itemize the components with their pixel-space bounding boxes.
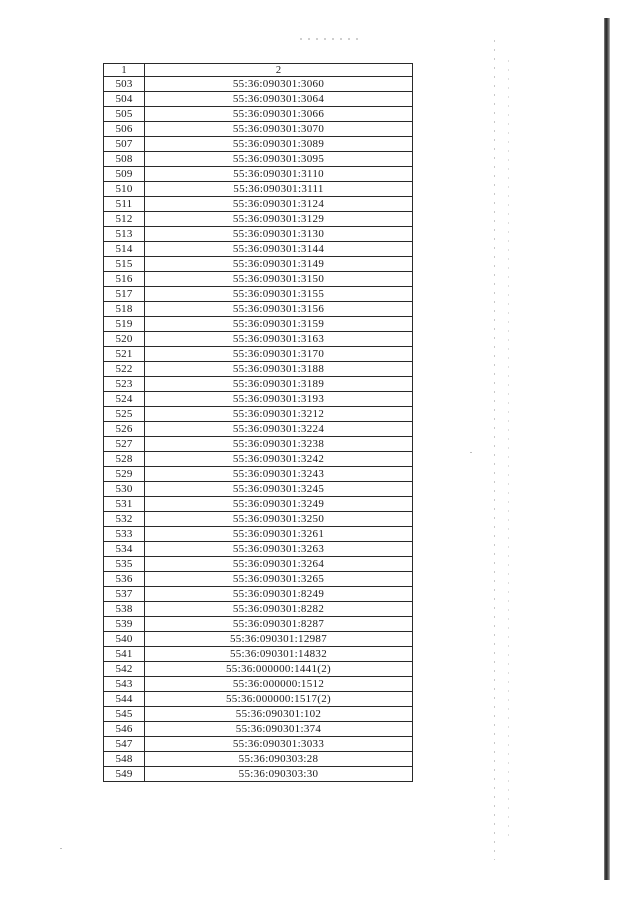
table-row (104, 707, 413, 722)
cadastral-number-cell: 55:36:000000:1512 (145, 677, 413, 692)
table-row (104, 647, 413, 662)
cadastral-number-cell: 55:36:000000:1517(2) (145, 692, 413, 707)
table-row (104, 662, 413, 677)
row-number-cell: 542 (104, 662, 145, 677)
table-row (104, 197, 413, 212)
table-row (104, 122, 413, 137)
cadastral-number-cell: 55:36:090301:3250 (145, 512, 413, 527)
cadastral-number-cell: 55:36:090301:3163 (145, 332, 413, 347)
table-row (104, 482, 413, 497)
row-number-cell: 520 (104, 332, 145, 347)
row-number-cell: 531 (104, 497, 145, 512)
row-number-cell: 514 (104, 242, 145, 257)
row-number-cell: 535 (104, 557, 145, 572)
cadastral-number-cell: 55:36:090301:3129 (145, 212, 413, 227)
cadastral-number-cell: 55:36:090301:3064 (145, 92, 413, 107)
row-number-cell: 505 (104, 107, 145, 122)
cadastral-number-cell: 55:36:090301:3170 (145, 347, 413, 362)
row-number-cell: 528 (104, 452, 145, 467)
row-number-cell: 526 (104, 422, 145, 437)
row-number-cell: 539 (104, 617, 145, 632)
row-number-cell: 525 (104, 407, 145, 422)
table-row (104, 77, 413, 92)
cadastral-number-cell: 55:36:090301:3245 (145, 482, 413, 497)
scan-artifact-line (508, 60, 509, 840)
table-row (104, 602, 413, 617)
cadastral-number-cell: 55:36:090301:3261 (145, 527, 413, 542)
table-row (104, 452, 413, 467)
table-row (104, 422, 413, 437)
row-number-cell: 515 (104, 257, 145, 272)
column-header-cadastral: 2 (145, 64, 413, 77)
table-row (104, 737, 413, 752)
cadastral-number-cell: 55:36:090301:3110 (145, 167, 413, 182)
row-number-cell: 513 (104, 227, 145, 242)
row-number-cell: 540 (104, 632, 145, 647)
row-number-cell: 518 (104, 302, 145, 317)
table-row (104, 512, 413, 527)
table-row (104, 752, 413, 767)
table-row (104, 497, 413, 512)
cadastral-number-cell: 55:36:090301:3265 (145, 572, 413, 587)
table-row (104, 572, 413, 587)
row-number-cell: 504 (104, 92, 145, 107)
table-row (104, 377, 413, 392)
cadastral-number-cell: 55:36:090301:8249 (145, 587, 413, 602)
row-number-cell: 545 (104, 707, 145, 722)
table-row (104, 692, 413, 707)
table-row (104, 767, 413, 782)
table-row (104, 242, 413, 257)
row-number-cell: 523 (104, 377, 145, 392)
table-row (104, 392, 413, 407)
row-number-cell: 548 (104, 752, 145, 767)
row-number-cell: 524 (104, 392, 145, 407)
cadastral-numbers-table (103, 63, 413, 782)
table-row (104, 92, 413, 107)
cadastral-number-cell: 55:36:090301:3033 (145, 737, 413, 752)
table-row (104, 617, 413, 632)
cadastral-number-cell: 55:36:090301:374 (145, 722, 413, 737)
row-number-cell: 549 (104, 767, 145, 782)
cadastral-number-cell: 55:36:090301:3150 (145, 272, 413, 287)
cadastral-number-cell: 55:36:000000:1441(2) (145, 662, 413, 677)
row-number-cell: 543 (104, 677, 145, 692)
cadastral-number-cell: 55:36:090301:3089 (145, 137, 413, 152)
table-body (104, 77, 413, 782)
scan-artifact-dots (300, 38, 360, 40)
cadastral-number-cell: 55:36:090301:3224 (145, 422, 413, 437)
table-row (104, 152, 413, 167)
scan-page-edge (604, 18, 610, 880)
cadastral-number-cell: 55:36:090303:30 (145, 767, 413, 782)
table-row (104, 557, 413, 572)
row-number-cell: 538 (104, 602, 145, 617)
cadastral-number-cell: 55:36:090301:3130 (145, 227, 413, 242)
table-header-row (104, 64, 413, 77)
table-row (104, 332, 413, 347)
cadastral-number-cell: 55:36:090301:8287 (145, 617, 413, 632)
cadastral-number-cell: 55:36:090301:3155 (145, 287, 413, 302)
row-number-cell: 512 (104, 212, 145, 227)
table-row (104, 167, 413, 182)
cadastral-number-cell: 55:36:090301:3242 (145, 452, 413, 467)
row-number-cell: 503 (104, 77, 145, 92)
table-row (104, 272, 413, 287)
row-number-cell: 532 (104, 512, 145, 527)
cadastral-number-cell: 55:36:090301:3060 (145, 77, 413, 92)
cadastral-number-cell: 55:36:090301:3264 (145, 557, 413, 572)
cadastral-number-cell: 55:36:090301:102 (145, 707, 413, 722)
table-row (104, 302, 413, 317)
row-number-cell: 530 (104, 482, 145, 497)
table-row (104, 437, 413, 452)
table-row (104, 347, 413, 362)
row-number-cell: 521 (104, 347, 145, 362)
row-number-cell: 508 (104, 152, 145, 167)
cadastral-number-cell: 55:36:090301:3095 (145, 152, 413, 167)
cadastral-number-cell: 55:36:090301:3193 (145, 392, 413, 407)
scan-artifact-line (494, 40, 495, 860)
row-number-cell: 536 (104, 572, 145, 587)
row-number-cell: 547 (104, 737, 145, 752)
cadastral-number-cell: 55:36:090301:3263 (145, 542, 413, 557)
cadastral-number-cell: 55:36:090301:3111 (145, 182, 413, 197)
table-row (104, 257, 413, 272)
table-row (104, 587, 413, 602)
table-row (104, 212, 413, 227)
row-number-cell: 517 (104, 287, 145, 302)
row-number-cell: 527 (104, 437, 145, 452)
cadastral-number-cell: 55:36:090301:3249 (145, 497, 413, 512)
row-number-cell: 522 (104, 362, 145, 377)
table-row (104, 632, 413, 647)
row-number-cell: 529 (104, 467, 145, 482)
table-row (104, 362, 413, 377)
cadastral-number-cell: 55:36:090301:3149 (145, 257, 413, 272)
cadastral-number-cell: 55:36:090301:3124 (145, 197, 413, 212)
row-number-cell: 510 (104, 182, 145, 197)
table-row (104, 527, 413, 542)
row-number-cell: 506 (104, 122, 145, 137)
row-number-cell: 534 (104, 542, 145, 557)
table-row (104, 182, 413, 197)
table-row (104, 107, 413, 122)
cadastral-number-cell: 55:36:090303:28 (145, 752, 413, 767)
table-row (104, 467, 413, 482)
cadastral-number-cell: 55:36:090301:3189 (145, 377, 413, 392)
cadastral-number-cell: 55:36:090301:3212 (145, 407, 413, 422)
cadastral-number-cell: 55:36:090301:12987 (145, 632, 413, 647)
scan-artifact-speck (470, 452, 472, 453)
table-row (104, 287, 413, 302)
table-row (104, 407, 413, 422)
row-number-cell: 516 (104, 272, 145, 287)
row-number-cell: 546 (104, 722, 145, 737)
cadastral-number-cell: 55:36:090301:3238 (145, 437, 413, 452)
cadastral-number-cell: 55:36:090301:8282 (145, 602, 413, 617)
cadastral-number-cell: 55:36:090301:3144 (145, 242, 413, 257)
row-number-cell: 533 (104, 527, 145, 542)
row-number-cell: 507 (104, 137, 145, 152)
table-row (104, 317, 413, 332)
cadastral-number-cell: 55:36:090301:14832 (145, 647, 413, 662)
row-number-cell: 519 (104, 317, 145, 332)
row-number-cell: 541 (104, 647, 145, 662)
scan-artifact-speck (60, 848, 62, 849)
row-number-cell: 511 (104, 197, 145, 212)
table-row (104, 722, 413, 737)
column-header-number: 1 (104, 64, 145, 77)
table-row (104, 542, 413, 557)
table-row (104, 677, 413, 692)
cadastral-number-cell: 55:36:090301:3066 (145, 107, 413, 122)
row-number-cell: 509 (104, 167, 145, 182)
cadastral-number-cell: 55:36:090301:3243 (145, 467, 413, 482)
table-row (104, 227, 413, 242)
row-number-cell: 544 (104, 692, 145, 707)
cadastral-number-cell: 55:36:090301:3156 (145, 302, 413, 317)
table-row (104, 137, 413, 152)
cadastral-number-cell: 55:36:090301:3070 (145, 122, 413, 137)
cadastral-number-cell: 55:36:090301:3159 (145, 317, 413, 332)
row-number-cell: 537 (104, 587, 145, 602)
cadastral-number-cell: 55:36:090301:3188 (145, 362, 413, 377)
